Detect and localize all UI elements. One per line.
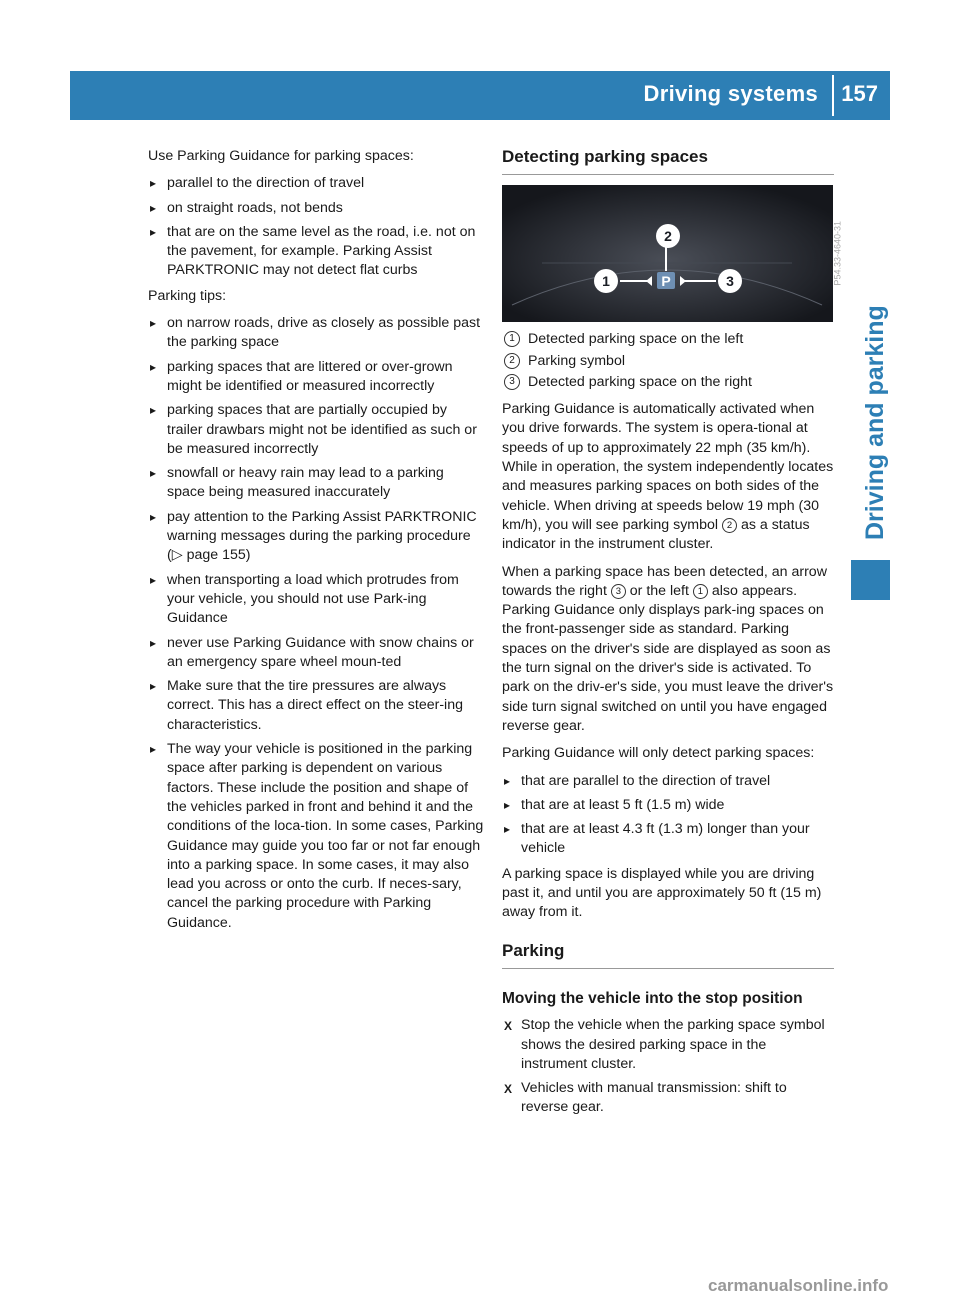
detected-text-c: also appears. Parking Guidance only displays park-ing spaces on the front-passenger side as standard. Parking spaces on the driver's side are displayed as soon as the turn signal on the driver's side is activated. To park on the driv-er's side, you must leave the driver's side turn signal switched on until you have engaged reverse gear. — [502, 582, 834, 734]
heading-parking: Parking — [502, 941, 834, 969]
display-paragraph: A parking space is displayed while you are driving past it, and until you are approximately 50 ft (15 m) away from it. — [502, 865, 822, 921]
list-item: ▸ that are at least 5 ft (1.5 m) wide — [502, 796, 834, 815]
list-item: ▸ parallel to the direction of travel — [148, 174, 484, 193]
header-bar — [70, 71, 890, 120]
parking-guidance-figure — [502, 185, 843, 322]
detect-bullet-list — [502, 772, 834, 859]
legend-number: 2 — [504, 353, 520, 369]
instrument-cluster-illustration — [502, 185, 833, 322]
list-item: ▸ snowfall or heavy rain may lead to a parking space being measured inaccurately — [148, 464, 484, 503]
right-column — [502, 147, 843, 1124]
space-bullet-list — [148, 174, 484, 280]
list-item: ▸ that are parallel to the direction of travel — [502, 772, 834, 791]
legend-text: Detected parking space on the left — [528, 331, 744, 348]
legend-item — [502, 352, 834, 371]
ref-number: 2 — [722, 518, 737, 533]
list-item: ▸ parking spaces that are partially occupied by trailer drawbars might not be identified as such or be measured incorrectly — [148, 401, 484, 459]
list-item: ▸ The way your vehicle is positioned in the parking space after parking is dependent on various factors. These include the position and shape of the vehicles parked in front and behind it and the conditions of the loca-tion. In some cases, Parking Guidance may guide you too far or not far enough into a parking space. In some cases, it may also lead you across or onto the curb. If neces-sary, cancel the parking procedure with Parking Guidance. — [148, 740, 484, 933]
detected-text-a: When a parking space has been detected, an arrow towards the right — [502, 563, 827, 599]
step-list — [502, 1016, 834, 1117]
legend-text: Detected parking space on the right — [528, 373, 752, 390]
step-item: X Stop the vehicle when the parking space symbol shows the desired parking space in the instrument cluster. — [502, 1016, 834, 1074]
step-item: X Vehicles with manual transmission: shift to reverse gear. — [502, 1079, 834, 1118]
figure-legend — [502, 330, 834, 392]
activation-paragraph — [502, 400, 834, 554]
detect-intro: Parking Guidance will only detect parking spaces: — [502, 745, 815, 762]
header-divider — [832, 75, 834, 116]
list-item: ▸ on straight roads, not bends — [148, 199, 484, 218]
side-tab-block — [851, 560, 890, 600]
tips-bullet-list — [148, 314, 484, 933]
ref-number: 3 — [611, 584, 626, 599]
legend-item — [502, 373, 834, 392]
figure-code: P54.33-4640-31 — [833, 221, 843, 286]
activation-text: Parking Guidance is automatically activated when you drive forwards. The system is opera-tional at speeds of up to approximately 22 mph (35 km/h). While in operation, the system independently locates and measures parking spaces on both sides of the vehicle. When driving at speeds below 19 mph (30 km/h), you will see parking symbol — [502, 401, 834, 533]
left-column — [148, 147, 484, 939]
list-item: ▸ that are at least 4.3 ft (1.3 m) longer than your vehicle — [502, 820, 834, 859]
list-item: ▸ Make sure that the tire pressures are always correct. This has a direct effect on the steer-ing characteristics. — [148, 677, 484, 735]
callout-2: 2 — [664, 228, 672, 245]
list-item: ▸ never use Parking Guidance with snow chains or an emergency spare wheel moun-ted — [148, 634, 484, 673]
section-title: Driving systems — [643, 81, 818, 106]
detected-paragraph — [502, 563, 834, 737]
legend-number: 3 — [504, 374, 520, 390]
list-item: ▸ when transporting a load which protrudes from your vehicle, you should not use Park-ing Guidance — [148, 571, 484, 629]
legend-text: Parking symbol — [528, 352, 625, 369]
callout-1: 1 — [602, 273, 610, 290]
detected-text-b: or the left — [629, 582, 689, 599]
legend-item — [502, 330, 834, 349]
activation-text-end: as a status indicator in the instrument cluster. — [502, 516, 810, 553]
ref-number: 1 — [693, 584, 708, 599]
tips-heading: Parking tips: — [148, 287, 227, 304]
callout-3: 3 — [726, 273, 734, 290]
list-item: ▸ parking spaces that are littered or over-grown might be identified or measured incorrectly — [148, 358, 484, 397]
page-number: 157 — [841, 81, 878, 106]
list-item: ▸ that are on the same level as the road, i.e. not on the pavement, for example. Parking Assist PARKTRONIC may not detect flat curbs — [148, 223, 484, 281]
legend-number: 1 — [504, 331, 520, 347]
subheading-stop-position: Moving the vehicle into the stop position — [502, 989, 803, 1007]
watermark: carmanualsonline.info — [708, 1276, 889, 1295]
side-tab-label: Driving and parking — [861, 305, 889, 540]
heading-detecting-parking-spaces: Detecting parking spaces — [502, 147, 834, 175]
intro-text: Use Parking Guidance for parking spaces: — [148, 148, 414, 164]
parking-symbol-icon: P — [661, 273, 671, 290]
list-item: ▸ pay attention to the Parking Assist PARKTRONIC warning messages during the parking procedure (▷ page 155) — [148, 508, 484, 566]
list-item: ▸ on narrow roads, drive as closely as possible past the parking space — [148, 314, 484, 353]
